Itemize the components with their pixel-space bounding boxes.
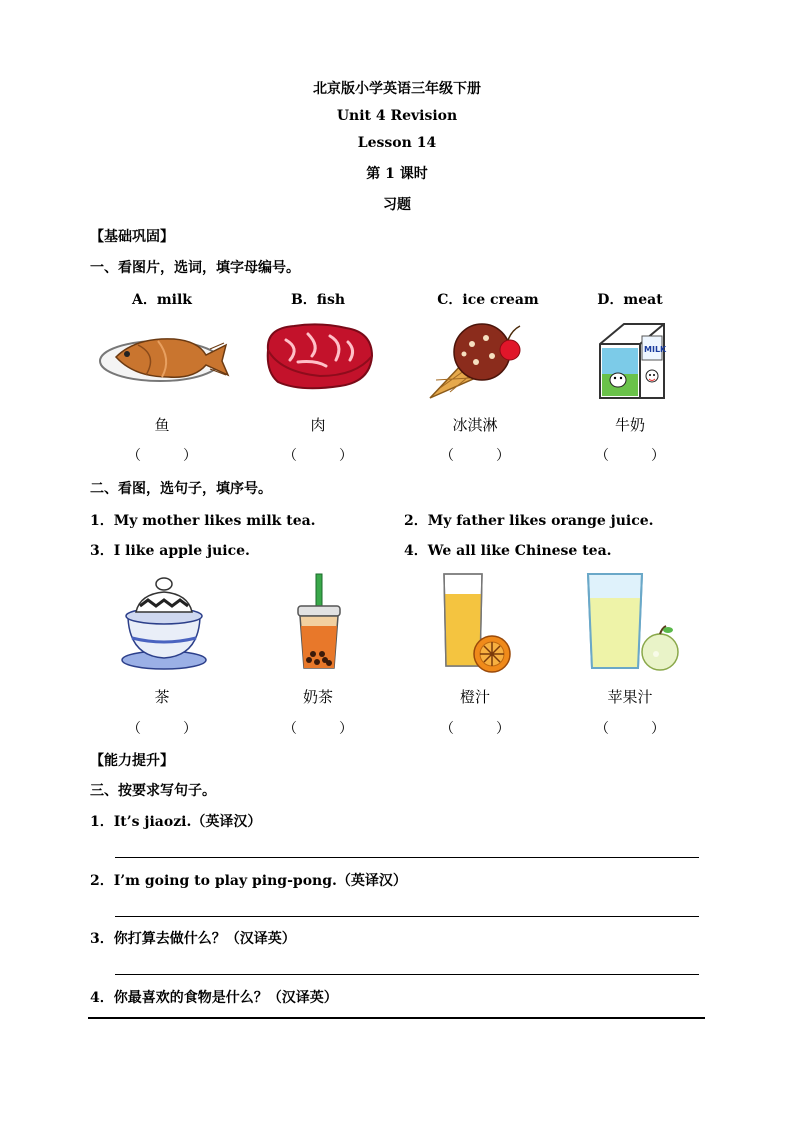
q3-item-4: [90, 987, 338, 1007]
fish-icon: [98, 325, 232, 389]
q1-option-c: C．ice cream: [437, 292, 539, 308]
q2-sentence-3: 3．I like apple juice.: [90, 543, 250, 559]
q1-answer-blank-4[interactable]: （ ）: [595, 448, 665, 464]
q1-option-d: D．meat: [597, 292, 663, 308]
q2-label-tea: 茶: [154, 688, 170, 706]
q1-label-milk: 牛奶: [614, 416, 645, 434]
q3-answer-line-3[interactable]: [115, 974, 699, 975]
q2-answer-blank-3[interactable]: （ ）: [440, 721, 510, 737]
milk-carton-icon: [594, 318, 670, 402]
q3-answer-line-2[interactable]: [115, 916, 699, 917]
q1-option-b: B．fish: [290, 292, 346, 308]
q3-title: 三、按要求写句子。: [90, 783, 216, 799]
q2-answer-blank-1[interactable]: （ ）: [127, 721, 197, 737]
q2-label-milk-tea: 奶茶: [302, 688, 333, 706]
q3-item-1-text: It’s jiaozi.: [113, 814, 192, 830]
q2-label-orange-juice: 橙汁: [459, 688, 490, 706]
q3-item-4-text: 你最喜欢的食物是什么？: [113, 990, 268, 1006]
q1-answer-blank-3[interactable]: （ ）: [440, 448, 510, 464]
book-title: 北京版小学英语三年级下册: [313, 81, 481, 97]
svg-text:MILK: MILK: [644, 345, 667, 354]
q2-sentence-2: 2．My father likes orange juice.: [404, 513, 654, 529]
q3-item-1-hint: （英译汉）: [191, 814, 262, 830]
q1-label-ice-cream: 冰淇淋: [452, 416, 498, 434]
q3-item-3-num: 3．: [90, 931, 114, 947]
q1-label-meat: 肉: [310, 416, 326, 434]
q1-answer-blank-1[interactable]: （ ）: [127, 448, 197, 464]
q1-option-a: A．milk: [131, 292, 192, 308]
q3-item-3-hint: （汉译英）: [225, 931, 296, 947]
lesson-title: Lesson 14: [357, 135, 437, 151]
q1-answer-blank-2[interactable]: （ ）: [283, 448, 353, 464]
q2-title: 二、看图，选句子，填序号。: [90, 481, 272, 497]
q3-item-2-hint: （英译汉）: [336, 873, 407, 889]
q2-sentence-1: 1．My mother likes milk tea.: [90, 513, 316, 529]
apple-juice-icon: [584, 570, 684, 674]
q3-answer-line-4[interactable]: [88, 1017, 705, 1019]
exercise-type: 习题: [383, 197, 411, 213]
milk-tea-icon: [294, 572, 344, 672]
q3-item-3: [90, 928, 296, 948]
q1-title: 一、看图片，选词，填字母编号。: [90, 260, 300, 276]
q2-label-apple-juice: 苹果汁: [607, 688, 653, 706]
ice-cream-icon: [420, 318, 530, 400]
tea-cup-icon: [118, 572, 210, 672]
orange-juice-icon: [440, 570, 514, 674]
section-advanced-heading: 【能力提升】: [90, 753, 174, 769]
q3-item-2-text: I’m going to play ping-pong.: [113, 873, 337, 889]
q3-item-4-hint: （汉译英）: [267, 990, 338, 1006]
q3-answer-line-1[interactable]: [115, 857, 699, 858]
q1-label-fish: 鱼: [154, 416, 170, 434]
q3-item-1: [90, 811, 261, 831]
meat-icon: [260, 320, 378, 392]
q2-sentence-4: 4．We all like Chinese tea.: [404, 543, 612, 559]
q3-item-2: [90, 870, 407, 890]
q3-item-4-num: 4．: [90, 990, 114, 1006]
q3-item-3-text: 你打算去做什么？: [113, 931, 226, 947]
section-basic-heading: 【基础巩固】: [90, 229, 174, 245]
q3-item-2-num: 2．: [90, 873, 114, 889]
period-title: 第 1 课时: [366, 166, 428, 182]
q3-item-1-num: 1．: [90, 814, 114, 830]
unit-title: Unit 4 Revision: [336, 108, 458, 124]
q2-answer-blank-4[interactable]: （ ）: [595, 721, 665, 737]
q2-answer-blank-2[interactable]: （ ）: [283, 721, 353, 737]
